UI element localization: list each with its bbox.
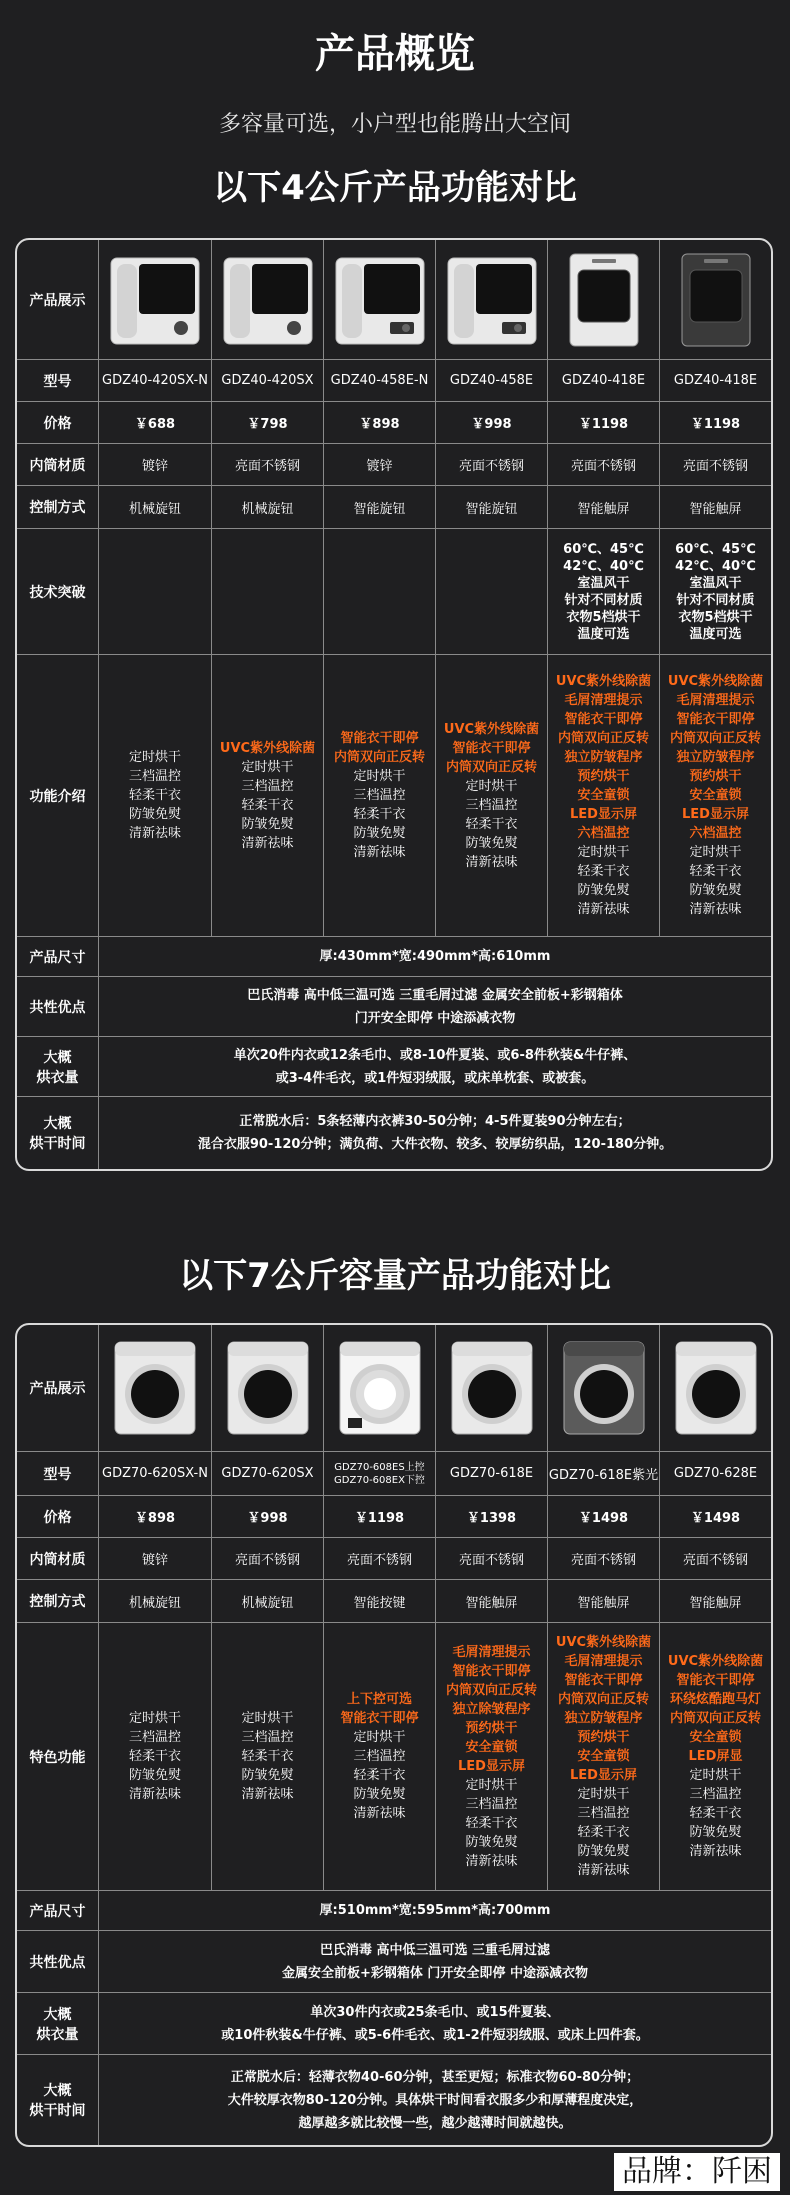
feature-item: 轻柔干衣	[128, 788, 181, 803]
price-cell: ￥898	[324, 402, 436, 444]
features-cell	[436, 655, 548, 937]
row-label-common: 共性优点	[17, 1931, 99, 1993]
feature-item: 清新祛味	[577, 1863, 630, 1878]
feature-item: 三档温控	[689, 1787, 742, 1802]
feature-item: 轻柔干衣	[689, 1806, 742, 1821]
model-cell: GDZ40-418E	[548, 360, 660, 402]
feature-highlight: 上下控可选	[346, 1692, 412, 1707]
feature-highlight: 安全童锁	[465, 1739, 518, 1755]
control-method-cell: 智能触屏	[548, 1580, 660, 1623]
control-method-cell: 机械旋钮	[212, 486, 324, 529]
feature-item: 轻柔干衣	[465, 1815, 518, 1831]
size-value: 厚:510mm*宽:595mm*高:700mm	[99, 1891, 771, 1931]
feature-item: 防皱免熨	[689, 883, 742, 898]
feature-item: 轻柔干衣	[241, 797, 294, 813]
time-line: 混合衣服90-120分钟；满负荷、大件衣物、较多、较厚纺织品，120-180分钟。	[197, 1137, 673, 1152]
feature-item: 定时烘干	[241, 1711, 294, 1726]
page-subtitle: 多容量可选，小户型也能腾出大空间	[218, 112, 571, 137]
comparison-table-4kg	[15, 238, 773, 1171]
features-cell	[548, 655, 660, 937]
tech-line: 室温风干	[577, 575, 630, 591]
row-control	[17, 486, 771, 529]
row-label-time: 大概 烘干时间	[17, 1097, 99, 1169]
tech-cell	[99, 529, 212, 655]
time-line: 正常脱水后：5条轻薄内衣裤30-50分钟；4-5件夏装90分钟左右；	[239, 1114, 631, 1129]
tech-line: 42℃、40℃	[563, 558, 644, 574]
page-title: 产品概览	[315, 31, 475, 77]
capacity-line: 或10件秋装&牛仔裤、或5-6件毛衣、或1-2件短羽绒服、或床上四件套。	[221, 2027, 649, 2043]
feature-item: 定时烘干	[241, 759, 294, 775]
feature-highlight: 内筒双向正反转	[669, 731, 761, 746]
feature-item: 清新祛味	[241, 835, 294, 851]
row-label-drum: 内筒材质	[17, 1538, 99, 1580]
row-features	[17, 1623, 771, 1891]
feature-item: 清新祛味	[241, 1787, 294, 1802]
row-label-price: 价格	[17, 402, 99, 444]
drum-material-cell: 亮面不锈钢	[660, 444, 771, 486]
model-cell: GDZ70-618E紫光	[548, 1452, 660, 1496]
drum-material-cell: 镀锌	[324, 444, 436, 486]
common-advantages	[99, 977, 771, 1037]
features-cell	[324, 1623, 436, 1891]
product-image-cell	[548, 1325, 660, 1452]
features-cell	[212, 1623, 324, 1891]
model-cell: GDZ70-628E	[660, 1452, 771, 1496]
price-cell: ￥1498	[548, 1496, 660, 1538]
feature-highlight: UVC紫外线除菌	[443, 721, 540, 737]
feature-highlight: 智能衣干即停	[676, 712, 755, 727]
feature-item: 轻柔干衣	[577, 864, 630, 879]
tech-line: 60℃、45℃	[675, 541, 756, 557]
model-cell: GDZ40-420SX	[212, 360, 324, 402]
control-method-cell: 机械旋钮	[99, 486, 212, 529]
section1-title: 以下4公斤产品功能对比	[213, 168, 577, 208]
row-label-model: 型号	[17, 360, 99, 402]
feature-highlight: 预约烘干	[577, 1730, 630, 1745]
dryer-product-image	[107, 250, 203, 350]
feature-item: 清新祛味	[353, 1806, 406, 1821]
price-cell: ￥798	[212, 402, 324, 444]
features-cell	[212, 655, 324, 937]
product-image-cell	[660, 240, 771, 360]
feature-item: 轻柔干衣	[128, 1749, 181, 1764]
dryer-product-image	[444, 250, 540, 350]
row-label-features: 特色功能	[17, 1623, 99, 1891]
common-line: 门开安全即停 中途添减衣物	[354, 1010, 516, 1026]
feature-item: 防皱免熨	[577, 883, 630, 898]
feature-item: 定时烘干	[689, 845, 742, 860]
dryer-product-image	[668, 1338, 764, 1438]
model-cell: GDZ40-458E	[436, 360, 548, 402]
capacity-line: 或3-4件毛衣，或1件短羽绒服，或床单枕套、或被套。	[275, 1070, 595, 1086]
feature-highlight: 智能衣干即停	[452, 1663, 531, 1679]
tech-cell	[660, 529, 771, 655]
feature-item: 三档温控	[465, 797, 518, 813]
drum-material-cell: 亮面不锈钢	[660, 1538, 771, 1580]
control-method-cell: 智能触屏	[548, 486, 660, 529]
feature-item: 防皱免熨	[465, 1834, 518, 1850]
common-advantages	[99, 1931, 771, 1993]
feature-highlight: 独立除皱程序	[452, 1701, 531, 1717]
feature-item: 三档温控	[128, 769, 181, 784]
drying-time-value	[99, 1097, 771, 1169]
feature-highlight: 独立防皱程序	[564, 1711, 643, 1726]
feature-highlight: 内筒双向正反转	[669, 1711, 761, 1726]
feature-item: 防皱免熨	[689, 1825, 742, 1840]
row-label-model: 型号	[17, 1452, 99, 1496]
feature-item: 轻柔干衣	[577, 1825, 630, 1840]
feature-highlight: LED显示屏	[570, 1768, 637, 1783]
row-drum	[17, 444, 771, 486]
feature-highlight: 安全童锁	[689, 1730, 742, 1745]
row-features	[17, 655, 771, 937]
feature-item: 防皱免熨	[465, 835, 518, 851]
row-label-common: 共性优点	[17, 977, 99, 1037]
tech-cell	[324, 529, 436, 655]
feature-item: 防皱免熨	[128, 807, 181, 822]
feature-item: 清新祛味	[577, 902, 630, 917]
common-line: 巴氏消毒 高中低三温可选 三重毛屑过滤	[319, 1942, 551, 1958]
tech-line: 衣物5档烘干	[678, 609, 753, 625]
price-cell: ￥688	[99, 402, 212, 444]
feature-highlight: 六档温控	[689, 826, 742, 841]
feature-highlight: 毛屑清理提示	[564, 1654, 643, 1669]
feature-item: 防皱免熨	[241, 1768, 294, 1783]
row-label-capacity: 大概 烘衣量	[17, 1037, 99, 1097]
feature-highlight: 独立防皱程序	[676, 750, 755, 765]
feature-item: 三档温控	[353, 1749, 406, 1764]
control-method-cell: 机械旋钮	[99, 1580, 212, 1623]
drying-time-value	[99, 2055, 771, 2145]
row-price	[17, 402, 771, 444]
features-cell	[436, 1623, 548, 1891]
feature-item: 轻柔干衣	[353, 807, 406, 822]
feature-item: 防皱免熨	[577, 1844, 630, 1859]
tech-line: 针对不同材质	[676, 592, 755, 608]
row-display	[17, 1325, 771, 1452]
row-label-control: 控制方式	[17, 1580, 99, 1623]
feature-highlight: 智能衣干即停	[564, 712, 643, 727]
tech-line: 60℃、45℃	[563, 541, 644, 557]
feature-item: 清新祛味	[689, 1844, 742, 1859]
feature-item: 清新祛味	[689, 902, 742, 917]
row-label-price: 价格	[17, 1496, 99, 1538]
dryer-product-image	[556, 250, 652, 350]
row-label-display: 产品展示	[17, 240, 99, 360]
feature-highlight: 安全童锁	[689, 788, 742, 803]
control-method-cell: 智能按键	[324, 1580, 436, 1623]
row-model	[17, 360, 771, 402]
row-label-size: 产品尺寸	[17, 937, 99, 977]
capacity-line: 单次30件内衣或25条毛巾、或15件夏装、	[310, 2004, 560, 2020]
feature-highlight: 智能衣干即停	[340, 731, 419, 746]
comparison-table-7kg	[15, 1323, 773, 2147]
feature-highlight: LED显示屏	[570, 807, 637, 822]
price-cell: ￥1198	[548, 402, 660, 444]
feature-highlight: UVC紫外线除菌	[667, 674, 764, 689]
tech-line: 衣物5档烘干	[566, 609, 641, 625]
feature-highlight: 毛屑清理提示	[564, 693, 643, 708]
feature-item: 轻柔干衣	[353, 1768, 406, 1783]
row-label-tech: 技术突破	[17, 529, 99, 655]
dryer-product-image	[220, 1338, 316, 1438]
product-image-cell	[212, 240, 324, 360]
feature-highlight: UVC紫外线除菌	[555, 1635, 652, 1650]
feature-item: 清新祛味	[128, 1787, 181, 1802]
feature-item: 三档温控	[241, 1730, 294, 1745]
dryer-product-image	[332, 1338, 428, 1438]
feature-item: 定时烘干	[465, 778, 518, 794]
capacity-value	[99, 1993, 771, 2055]
drum-material-cell: 镀锌	[99, 1538, 212, 1580]
row-label-drum: 内筒材质	[17, 444, 99, 486]
feature-item: 三档温控	[577, 1806, 630, 1821]
feature-item: 定时烘干	[577, 1787, 630, 1802]
feature-item: 防皱免熨	[353, 826, 406, 841]
model-cell: GDZ70-618E	[436, 1452, 548, 1496]
product-image-cell	[99, 240, 212, 360]
feature-highlight: 智能衣干即停	[452, 740, 531, 756]
common-line: 巴氏消毒 高中低三温可选 三重毛屑过滤 金属安全前板+彩钢箱体	[247, 987, 623, 1003]
tech-line: 针对不同材质	[564, 592, 643, 608]
row-label-size: 产品尺寸	[17, 1891, 99, 1931]
feature-highlight: 预约烘干	[689, 769, 742, 784]
feature-item: 轻柔干衣	[689, 864, 742, 879]
feature-highlight: 智能衣干即停	[340, 1711, 419, 1726]
dryer-product-image	[556, 1338, 652, 1438]
feature-highlight: 毛屑清理提示	[676, 693, 755, 708]
time-line: 大件较厚衣物80-120分钟。具体烘干时间看衣服多少和厚薄程度决定，	[227, 2092, 643, 2108]
model-cell: GDZ70-620SX	[212, 1452, 324, 1496]
control-method-cell: 智能旋钮	[324, 486, 436, 529]
feature-highlight: LED显示屏	[458, 1758, 525, 1774]
brand-watermark: 品牌：阡困	[614, 2153, 780, 2191]
feature-highlight: 预约烘干	[577, 769, 630, 784]
feature-highlight: 六档温控	[577, 826, 630, 841]
feature-highlight: 毛屑清理提示	[452, 1644, 531, 1660]
price-cell: ￥1198	[324, 1496, 436, 1538]
model-cell: GDZ40-418E	[660, 360, 771, 402]
feature-item: 定时烘干	[577, 845, 630, 860]
feature-item: 清新祛味	[128, 826, 181, 841]
control-method-cell: 智能触屏	[660, 1580, 771, 1623]
row-price	[17, 1496, 771, 1538]
price-cell: ￥1198	[660, 402, 771, 444]
product-image-cell	[660, 1325, 771, 1452]
drum-material-cell: 亮面不锈钢	[212, 444, 324, 486]
feature-highlight: LED显示屏	[682, 807, 749, 822]
feature-highlight: UVC紫外线除菌	[219, 740, 316, 756]
control-method-cell: 智能触屏	[660, 486, 771, 529]
feature-item: 清新祛味	[465, 1853, 518, 1869]
row-capacity	[17, 1993, 771, 2055]
capacity-line: 单次20件内衣或12条毛巾、或8-10件夏装、或6-8件秋装&牛仔裤、	[233, 1047, 637, 1063]
common-line: 金属安全前板+彩钢箱体 门开安全即停 中途添减衣物	[282, 1965, 588, 1981]
feature-item: 三档温控	[128, 1730, 181, 1745]
dryer-product-image	[668, 250, 764, 350]
dryer-product-image	[444, 1338, 540, 1438]
feature-item: 三档温控	[465, 1796, 518, 1812]
feature-highlight: 安全童锁	[577, 1749, 630, 1764]
feature-highlight: 智能衣干即停	[676, 1673, 755, 1688]
row-display	[17, 240, 771, 360]
tech-cell	[212, 529, 324, 655]
row-model	[17, 1452, 771, 1496]
size-value: 厚:430mm*宽:490mm*高:610mm	[99, 937, 771, 977]
tech-cell	[436, 529, 548, 655]
row-size	[17, 1891, 771, 1931]
row-label-time: 大概 烘干时间	[17, 2055, 99, 2145]
product-image-cell	[324, 1325, 436, 1452]
row-tech	[17, 529, 771, 655]
control-method-cell: 智能触屏	[436, 1580, 548, 1623]
dryer-product-image	[332, 250, 428, 350]
product-image-cell	[436, 240, 548, 360]
feature-item: 防皱免熨	[241, 816, 294, 832]
feature-item: 清新祛味	[353, 845, 406, 860]
price-cell: ￥1398	[436, 1496, 548, 1538]
tech-line: 温度可选	[689, 626, 742, 642]
drum-material-cell: 镀锌	[99, 444, 212, 486]
feature-item: 定时烘干	[465, 1777, 518, 1793]
row-size	[17, 937, 771, 977]
row-drum	[17, 1538, 771, 1580]
row-capacity	[17, 1037, 771, 1097]
drum-material-cell: 亮面不锈钢	[548, 444, 660, 486]
price-cell: ￥998	[436, 402, 548, 444]
tech-line: 室温风干	[689, 575, 742, 591]
drum-material-cell: 亮面不锈钢	[548, 1538, 660, 1580]
feature-highlight: 智能衣干即停	[564, 1673, 643, 1688]
control-method-cell: 机械旋钮	[212, 1580, 324, 1623]
row-common	[17, 1931, 771, 1993]
feature-highlight: 内筒双向正反转	[333, 750, 425, 765]
feature-highlight: LED屏显	[688, 1749, 743, 1764]
feature-item: 定时烘干	[128, 1711, 181, 1726]
dryer-product-image	[107, 1338, 203, 1438]
feature-highlight: 预约烘干	[465, 1720, 518, 1736]
control-method-cell: 智能旋钮	[436, 486, 548, 529]
drum-material-cell: 亮面不锈钢	[436, 444, 548, 486]
row-label-display: 产品展示	[17, 1325, 99, 1452]
feature-highlight: 内筒双向正反转	[445, 1682, 537, 1698]
price-cell: ￥1498	[660, 1496, 771, 1538]
section2-title: 以下7公斤容量产品功能对比	[179, 1256, 611, 1296]
price-cell: ￥898	[99, 1496, 212, 1538]
row-label-capacity: 大概 烘衣量	[17, 1993, 99, 2055]
features-cell	[548, 1623, 660, 1891]
tech-line: 42℃、40℃	[675, 558, 756, 574]
row-label-features: 功能介绍	[17, 655, 99, 937]
feature-item: 三档温控	[241, 778, 294, 794]
feature-highlight: 内筒双向正反转	[557, 1692, 649, 1707]
feature-item: 定时烘干	[689, 1768, 742, 1783]
drum-material-cell: 亮面不锈钢	[324, 1538, 436, 1580]
feature-item: 定时烘干	[128, 750, 181, 765]
feature-item: 防皱免熨	[353, 1787, 406, 1802]
feature-item: 轻柔干衣	[465, 816, 518, 832]
product-image-cell	[212, 1325, 324, 1452]
model-cell: GDZ70-620SX-N	[99, 1452, 212, 1496]
capacity-value	[99, 1037, 771, 1097]
features-cell	[660, 655, 771, 937]
time-line: 正常脱水后：轻薄衣物40-60分钟，甚至更短；标准衣物60-80分钟；	[230, 2069, 640, 2085]
feature-highlight: 独立防皱程序	[564, 750, 643, 765]
row-time	[17, 1097, 771, 1169]
feature-item: 清新祛味	[465, 854, 518, 870]
feature-highlight: 环绕炫酷跑马灯	[669, 1692, 761, 1707]
model-cell: GDZ70-608ES上控 GDZ70-608EX下控	[324, 1452, 436, 1496]
dryer-product-image	[220, 250, 316, 350]
product-image-cell	[324, 240, 436, 360]
product-image-cell	[548, 240, 660, 360]
feature-highlight: 内筒双向正反转	[557, 731, 649, 746]
feature-item: 定时烘干	[353, 1730, 406, 1745]
product-image-cell	[436, 1325, 548, 1452]
feature-item: 轻柔干衣	[241, 1749, 294, 1764]
row-label-control: 控制方式	[17, 486, 99, 529]
features-cell	[660, 1623, 771, 1891]
model-cell: GDZ40-420SX-N	[99, 360, 212, 402]
product-image-cell	[99, 1325, 212, 1452]
features-cell	[99, 1623, 212, 1891]
model-cell: GDZ40-458E-N	[324, 360, 436, 402]
tech-cell	[548, 529, 660, 655]
feature-item: 防皱免熨	[128, 1768, 181, 1783]
feature-highlight: UVC紫外线除菌	[667, 1654, 764, 1669]
feature-highlight: 内筒双向正反转	[445, 759, 537, 775]
time-line: 越厚越多就比较慢一些，越少越薄时间就越快。	[298, 2115, 572, 2131]
tech-line: 温度可选	[577, 626, 630, 642]
features-cell	[324, 655, 436, 937]
feature-highlight: UVC紫外线除菌	[555, 674, 652, 689]
price-cell: ￥998	[212, 1496, 324, 1538]
row-time	[17, 2055, 771, 2145]
features-cell	[99, 655, 212, 937]
feature-item: 三档温控	[353, 788, 406, 803]
feature-highlight: 安全童锁	[577, 788, 630, 803]
feature-item: 定时烘干	[353, 769, 406, 784]
row-common	[17, 977, 771, 1037]
row-control	[17, 1580, 771, 1623]
drum-material-cell: 亮面不锈钢	[436, 1538, 548, 1580]
drum-material-cell: 亮面不锈钢	[212, 1538, 324, 1580]
